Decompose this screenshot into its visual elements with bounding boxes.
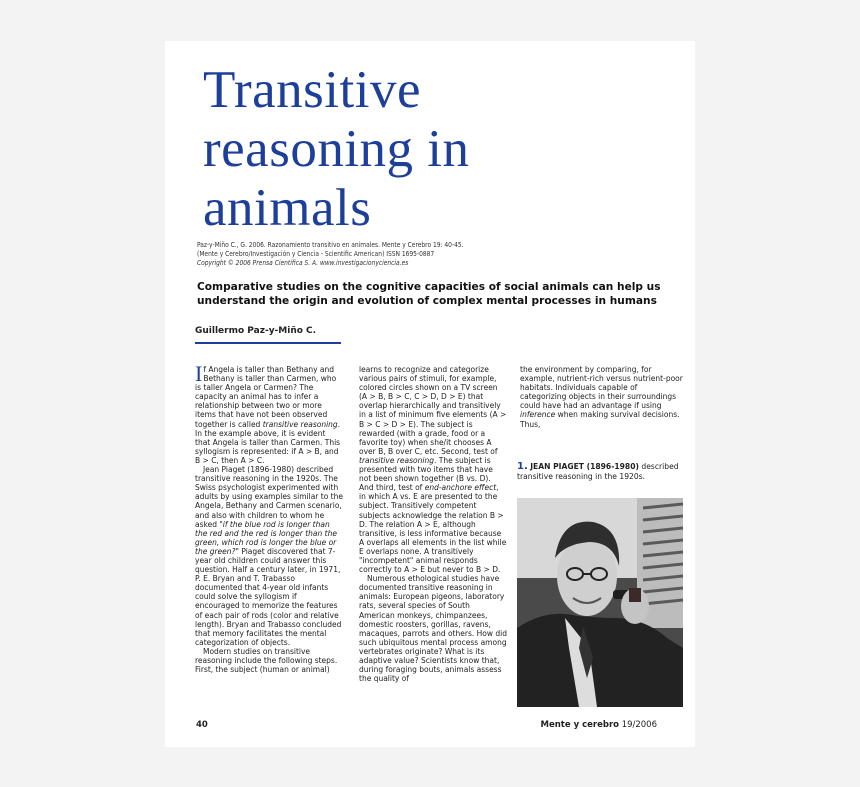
paragraph xyxy=(359,365,507,574)
emphasis: transitive reasoning xyxy=(359,455,434,465)
title-line-2: reasoning in xyxy=(203,120,470,178)
author-name: Guillermo Paz-y-Miño C. xyxy=(195,326,317,336)
paragraph: Modern studies on transitive reasoning include the following steps. First, the subject (human or animal) xyxy=(195,646,338,675)
piaget-photo xyxy=(517,498,683,707)
text-run: Jean Piaget (1896-1980) described transitive reasoning in the 1920s. The Swiss psychologist experimented with adults by using examples similar to the Angela, Bethany and Carmen scenario, and also with children to whom he asked xyxy=(195,465,343,529)
text-run: . In the example above, it is evident that Angela is taller than Carmen. This syllogism is represented: if A > B, and B > C, then A > C. xyxy=(195,419,341,465)
journal-footer xyxy=(541,720,657,730)
title-line-3: animals xyxy=(203,179,372,237)
emphasis: inference xyxy=(520,410,556,420)
text-run: learns to recognize and categorize various pairs of stimuli, for example, colored circles shown on a TV screen (A > B, B > C, C > D, D > E) that overlap hierarchically and transitively in a list of minimum five elements (A > B > C > D > E). The subject is rewarded (with a grade, food or a favorite toy) when she/it chooses A over B, B over C, etc. Second, test of xyxy=(359,365,507,456)
emphasis: end-anchore effect xyxy=(424,483,497,493)
text-run: the environment by comparing, for example, nutrient-rich versus nutrient-poor habitats. Individuals capable of categorizing objects in their surroundings could have had an advantage if using xyxy=(520,365,683,411)
copyright-line: Copyright © 2006 Prensa Científica S. A. www.investigacionyciencia.es xyxy=(197,259,409,267)
text-run: Piaget discovered that 7-year old children could answer this question. Half a century later, in 1971, P. E. Bryan and T. Trabasso documented that 4-year old infants could solve the syllogism if encouraged to memorize the features of each pair of rods (color and relative length). Bryan and Trabasso concluded that memory facilitates the mental categorization of objects. xyxy=(195,546,342,647)
author-underline xyxy=(195,342,341,344)
portrait-illustration xyxy=(517,498,683,707)
citation-line-2: (Mente y Cerebro/Investigación y Ciencia - Scientific American) ISSN 1695-0887 xyxy=(197,250,435,258)
text-column-3 xyxy=(520,365,685,429)
emphasis: "if the blue rod is longer than the red and the red is longer than the green, which rod is longer the blue or the green?" xyxy=(195,519,337,556)
text-run: f Angela is taller than Bethany and Bethany is taller than Carmen, who is taller Angela or Carmen? The capacity an animal has to infer a relationship between two or more items that have not been observed together is called xyxy=(195,365,337,429)
figure-number: 1 xyxy=(517,461,524,472)
article-title xyxy=(203,61,623,238)
article-page xyxy=(165,41,695,747)
figure-subject: JEAN PIAGET (1896-1980) xyxy=(530,462,639,471)
text-column-2 xyxy=(359,365,507,683)
article-subtitle: Comparative studies on the cognitive capacities of social animals can help us understand the origin and evolution of complex mental processes in humans xyxy=(197,281,661,307)
text-run: , in which A vs. E are presented to the subject. Transitively competent subjects acknowledge the relation B > D. The relation A > E, although transitive, is less informative because A overlaps all elements in the list while E overlaps none. A transitively "incompetent" animal responds correctly to A > E but never to B > D. xyxy=(359,483,507,575)
citation-line-1: Paz-y-Miño C., G. 2006. Razonamiento transitivo en animales. Mente y Cerebro 19: 40-45. xyxy=(197,241,464,249)
paragraph xyxy=(195,361,343,465)
drop-cap: I xyxy=(195,361,203,386)
citation-block xyxy=(197,241,577,268)
text-column-1 xyxy=(195,361,343,675)
figure-caption: 1. JEAN PIAGET (1896-1980) described transitive reasoning in the 1920s. xyxy=(517,461,679,481)
figure-text: described transitive reasoning in the 1920s. xyxy=(517,462,679,481)
paragraph xyxy=(195,465,343,647)
journal-issue: 19/2006 xyxy=(621,720,657,730)
text-run: . The subject is presented with two items that have not been shown together (B vs. D). And third, test of xyxy=(359,455,493,493)
paragraph: Numerous ethological studies have documented transitive reasoning in animals: European pigeons, laboratory rats, several species of South American monkeys, chimpanzees, domestic roosters, gorillas, ravens, macaques, parrots and others. How did such ubiquitous mental process among vertebrates originate? What is its adaptive value? Scientists know that, during foraging bouts, animals assess the quality of xyxy=(359,574,507,684)
text-run: when making survival decisions. Thus, xyxy=(520,410,680,429)
paragraph xyxy=(520,365,685,429)
emphasis: transitive reasoning xyxy=(262,419,338,429)
journal-name: Mente y cerebro xyxy=(540,720,619,730)
title-line-1: Transitive xyxy=(203,61,422,119)
page-number: 40 xyxy=(196,720,208,730)
